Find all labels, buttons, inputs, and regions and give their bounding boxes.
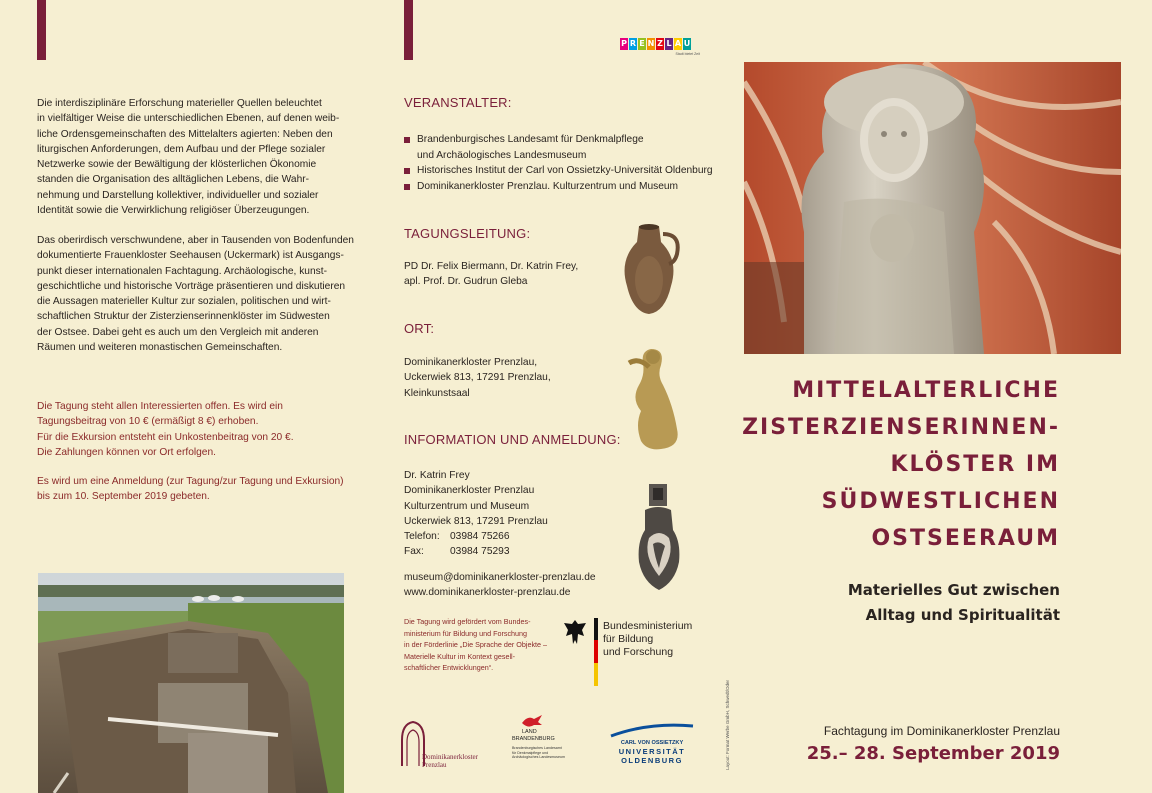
prenzlau-logo (620, 38, 700, 56)
title-line: KLÖSTER IM (890, 452, 1060, 477)
subtitle-line: Alltag und Spiritualität (865, 606, 1060, 624)
text-line: in vielfältiger Weise die unterschiedlichen Ebenen, auf denen weib- (37, 113, 340, 125)
text-line: Tagungsbeitrag von 10 € (ermäßigt 8 €) erhoben. (37, 416, 259, 428)
uni-swoosh-icon (609, 722, 695, 738)
text-line: Kleinkunstsaal (404, 387, 470, 399)
ornament-artifact-image (631, 480, 691, 600)
veranstalter-heading: VERANSTALTER: (404, 95, 512, 110)
middle-panel (384, 0, 739, 793)
jug-artifact-image (619, 220, 689, 320)
text-line: Die interdisziplinäre Erforschung materieller Quellen beleuchtet (37, 98, 322, 109)
text-line: standen die Organisation des alltäglichen Lebens, die Wahr- (37, 174, 310, 186)
leitung-heading: TAGUNGSLEITUNG: (404, 226, 531, 241)
title-line: MITTELALTERLICHE (792, 378, 1060, 403)
ort-heading: ORT: (404, 321, 435, 336)
uni-oldenburg-logo (609, 722, 695, 774)
text-line: Es wird um eine Anmeldung (zur Tagung/zur Tagung und Exkursion) (37, 476, 344, 487)
title-line: SÜDWESTLICHEN (821, 489, 1060, 514)
title-line: OSTSEERAUM (871, 526, 1060, 551)
prenzlau-logo-letter: R (629, 39, 637, 48)
intro-paragraph (37, 96, 367, 218)
main-title (742, 372, 1060, 557)
text-line: Materielle Kultur im Kontext gesell- (404, 651, 516, 661)
dk-logo-text: Dominikanerkloster Prenzlau (422, 753, 478, 769)
text-line: Identität sowie die Verwirklichung religiöser Überzeugungen. (37, 205, 310, 217)
dominikanerkloster-logo (398, 720, 488, 770)
fachtagung-line: Fachtagung im Dominikanerkloster Prenzlau (823, 724, 1060, 738)
text-line: PD Dr. Felix Biermann, Dr. Katrin Frey, (404, 261, 579, 272)
prenzlau-logo-letter: Z (657, 39, 663, 48)
prenzlau-logo-letter: P (621, 39, 627, 48)
text-line: nehmung und Darstellung kollektiver, individueller und sozialer (37, 189, 319, 201)
text-line: punkt dieser internationalen Fachtagung. Archäologische, kunst- (37, 265, 327, 277)
info-heading: INFORMATION UND ANMELDUNG: (404, 432, 621, 447)
text-line: schaftlicher Entwicklungen“. (404, 663, 494, 672)
text-line: apl. Prof. Dr. Gudrun Gleba (404, 276, 528, 288)
left-tab-marker (37, 0, 46, 60)
text-line: Räumen und weiteren monastischen Gemeinschaften. (37, 342, 283, 354)
flag-stripe-icon (594, 618, 598, 686)
prenzlau-logo-letter: E (639, 39, 645, 48)
text-line: der Ostsee. Dabei geht es auch um den Vergleich mit anderen (37, 326, 319, 338)
text-line: in der Förderlinie „Die Sprache der Objekte – (404, 640, 548, 649)
lb-logo-text: LAND BRANDENBURG (512, 729, 555, 742)
text-line: Die Tagung steht allen Interessierten offen. Es wird ein (37, 401, 283, 412)
list-item: Dominikanerkloster Prenzlau. Kulturzentrum und Museum (404, 179, 724, 195)
text-line: Die Tagung wird gefördert vom Bundes- (404, 617, 531, 626)
prenzlau-logo-letters (620, 38, 700, 50)
text-line: liturgischen Anforderungen, dem Aufbau und der Pflege sozialer (37, 143, 326, 155)
text-line: Netzwerke sowie der Bewältigung der klösterlichen Ökonomie (37, 159, 317, 171)
funding-note (404, 616, 559, 674)
right-panel (739, 0, 1152, 793)
list-item: Historisches Institut der Carl von Ossietzky-Universität Oldenburg (404, 163, 724, 179)
text-line: Dr. Katrin Frey (404, 470, 470, 481)
prenzlau-logo-letter: A (674, 39, 682, 48)
text-line: dokumentierte Frauenkloster Seehausen (Uckermark) ist Ausgangs- (37, 250, 344, 262)
figurine-artifact-image (621, 345, 691, 455)
context-paragraph (37, 233, 377, 355)
excavation-photo (38, 573, 344, 793)
bmbf-name: Bundesministerium für Bildung und Forschung (603, 620, 693, 658)
email-link[interactable]: museum@dominikanerkloster-prenzlau.de (404, 572, 596, 583)
fax-line: Fax: 03984 75293 (404, 546, 510, 558)
subtitle-line: Materielles Gut zwischen (847, 581, 1060, 599)
text-line: Für die Exkursion entsteht ein Unkostenbeitrag von 20 €. (37, 431, 294, 443)
prenzlau-logo-letter: U (683, 39, 691, 48)
text-line: Uckerwiek 813, 17291 Prenzlau (404, 515, 548, 527)
prenzlau-tagline: Stadt bietet Zeit (675, 52, 700, 56)
registration-paragraph (37, 474, 377, 505)
text-line: ministerium für Bildung und Forschung (404, 628, 528, 638)
text-line: Uckerwiek 813, 17291 Prenzlau, (404, 372, 551, 384)
red-eagle-icon (520, 713, 544, 729)
text-line: Das oberirdisch verschwundene, aber in Tausenden von Bodenfunden (37, 235, 354, 246)
text-line: geschichtliche und historische Vorträge präsentieren und diskutieren (37, 280, 346, 292)
federal-eagle-icon (562, 618, 588, 648)
text-line: Dominikanerkloster Prenzlau, (404, 357, 538, 368)
ort-text (404, 355, 551, 401)
veranstalter-list (404, 132, 724, 194)
web-link[interactable]: www.dominikanerkloster-prenzlau.de (404, 587, 571, 599)
phone-line: Telefon: 03984 75266 (404, 531, 510, 543)
prenzlau-logo-letter: N (647, 39, 655, 48)
left-panel (0, 0, 384, 793)
prenzlau-logo-letter: L (666, 39, 672, 48)
lb-sub-text: Brandenburgisches Landesamt für Denkmalpflege und Archäologisches Landesmuseum (512, 746, 565, 760)
text-line: schaftlichen Struktur der Zisterzienserinnenklöster im Südwesten (37, 311, 330, 323)
middle-tab-marker (404, 0, 413, 60)
text-line: Kulturzentrum und Museum (404, 500, 530, 512)
sculpture-photo (744, 62, 1121, 354)
layout-credit: Layout: Format Werbe GmbH, Schwedt/Oder (725, 680, 730, 770)
text-line: Dominikanerkloster Prenzlau (404, 485, 535, 497)
contact-links (404, 570, 596, 601)
list-item: Brandenburgisches Landesamt für Denkmalpflege und Archäologisches Landesmuseum (404, 132, 724, 163)
title-line: ZISTERZIENSERINNEN- (742, 415, 1060, 440)
text-line: bis zum 10. September 2019 gebeten. (37, 491, 210, 503)
leitung-text (404, 259, 578, 290)
text-line: Die Zahlungen können vor Ort erfolgen. (37, 446, 216, 458)
uni-logo-text: CARL VON OSSIETZKY UNIVERSITÄT OLDENBURG (618, 740, 686, 765)
subtitle (848, 578, 1060, 628)
fee-paragraph (37, 399, 377, 460)
event-date: 25.– 28. September 2019 (806, 743, 1060, 764)
text-line: die Aussagen materieller Kultur zur sozialen, politischen und wirt- (37, 296, 331, 308)
info-text (404, 468, 548, 560)
text-line: liche Ordensgemeinschaften des Mittelalters agierten: Neben den (37, 128, 333, 140)
